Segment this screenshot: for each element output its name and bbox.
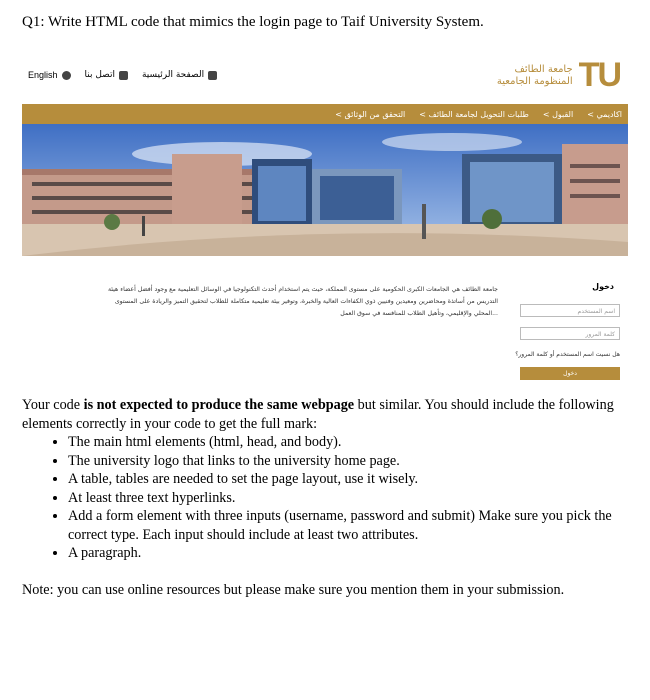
note: Note: you can use online resources but please make sure you mention them in your submission.	[22, 582, 565, 598]
login-title: دخول	[592, 282, 614, 291]
instructions	[22, 396, 628, 563]
list-item: • At least three text hyperlinks.	[68, 489, 628, 508]
login-button[interactable]: دخول	[520, 367, 620, 380]
list-item: • A table, tables are needed to set the page layout, use it wisely.	[68, 470, 628, 489]
home-icon	[208, 71, 217, 80]
logo-arabic-line2: المنظومة الجامعية	[496, 75, 573, 87]
requirements-list	[22, 433, 628, 563]
logo-arabic-line1: جامعة الطائف	[514, 63, 573, 75]
main-nav	[22, 104, 628, 124]
campus-banner	[22, 124, 628, 256]
instructions-intro: Your code is not expected to produce the same webpage but similar. You should include the following elements correctly in your code to get the full mark:	[22, 397, 614, 432]
intro-paragraph: جامعة الطائف هي الجامعات الكبرى الحكومية على مستوى المملكة، حيث يتم استخدام أحدث التكنولوجيا في الوسائل التعليمية مع وجود أفضل أعضاء هيئة التدريس من أساتذة ومحاضرين ومعيدين وفنيين ذوي الكفاءات العالية والخبرة، وتوفير بيئة تعليمية متكاملة للطلاب لتحقيق التميز والريادة على المستوى المحلي والإقليمي، وتأهيل الطلاب للمنافسة في سوق العمل...	[107, 286, 498, 317]
mail-icon	[119, 71, 128, 80]
list-item: • Add a form element with three inputs (username, password and submit) Make sure you pick the correct type. Each input should include at least two attributes.	[68, 507, 628, 544]
english-link[interactable]: English	[28, 70, 71, 80]
info-section	[22, 264, 628, 387]
nav-item[interactable]: < التحقق من الوثائق	[335, 109, 406, 119]
home-link[interactable]: الصفحة الرئيسية	[142, 70, 217, 80]
password-input[interactable]: كلمة المرور	[520, 327, 620, 340]
embedded-screenshot	[22, 52, 628, 387]
list-item: • The main html elements (html, head, and body).	[68, 433, 628, 452]
list-item: • A paragraph.	[68, 544, 628, 563]
forgot-password-link[interactable]: هل نسيت اسم المستخدم أو كلمة المرور؟	[515, 351, 620, 358]
username-input[interactable]: اسم المستخدم	[520, 304, 620, 317]
question-title: Q1: Write HTML code that mimics the login page to Taif University System.	[22, 14, 484, 30]
nav-item[interactable]: < طلبات التحويل لجامعة الطائف	[419, 109, 529, 119]
logo-mark: TU	[578, 56, 620, 94]
top-links	[28, 70, 217, 80]
contact-link[interactable]: اتصل بنا	[85, 70, 128, 80]
top-bar	[22, 52, 628, 100]
globe-icon	[62, 71, 71, 80]
nav-item[interactable]: < اكاديمي	[587, 109, 622, 119]
university-logo[interactable]	[497, 56, 620, 95]
campus-photo	[22, 124, 628, 256]
list-item: • The university logo that links to the university home page.	[68, 452, 628, 471]
nav-item[interactable]: < القبول	[542, 109, 574, 119]
